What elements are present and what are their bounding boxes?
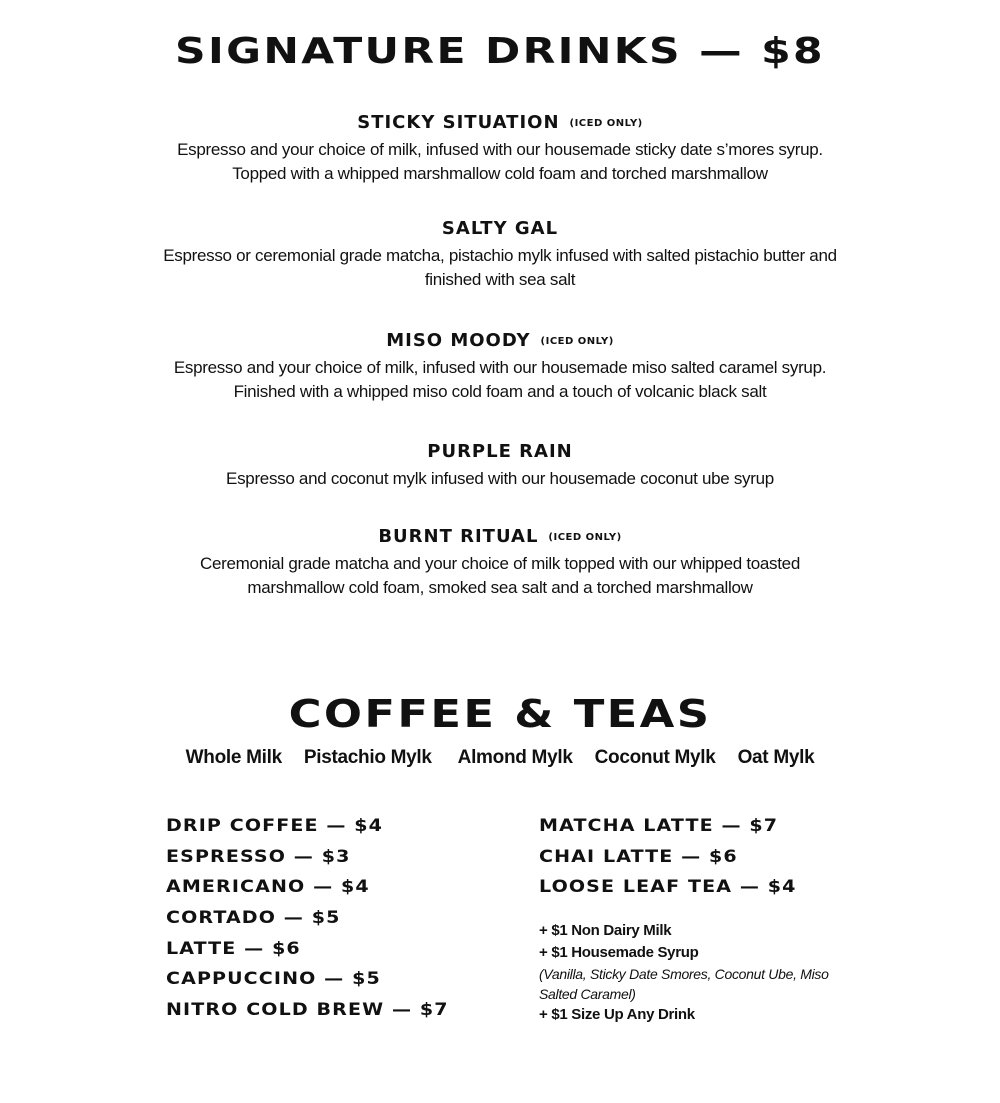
iced-only-note: (ICED ONLY) (548, 532, 622, 543)
menu-item-matcha-latte: MATCHA LATTE — $7 (539, 816, 779, 836)
drink-description-burnt-ritual: Ceremonial grade matcha and your choice of milk topped with our whipped toasted marshmallow cold foam, smoked sea salt and a torched marshmallow (200, 554, 800, 597)
drink-description-sticky-situation: Espresso and your choice of milk, infused with our housemade sticky date s’mores syrup. Topped with a whipped marshmallow cold foam and torched marshmallow (177, 140, 823, 183)
drink-description-miso-moody: Espresso and your choice of milk, infused with our housemade miso salted caramel syrup. Finished with a whipped miso cold foam and a touch of volcanic black salt (173, 358, 827, 401)
drink-description-purple-rain: Espresso and coconut mylk infused with our housemade coconut ube syrup (226, 469, 774, 488)
milk-options (0, 747, 1000, 769)
menu-item-cortado: CORTADO — $5 (166, 908, 341, 929)
menu-item-espresso: ESPRESSO — $3 (166, 846, 351, 867)
drink-name-salty-gal (0, 220, 1000, 238)
milk-option: Pistachio Mylk (303, 747, 432, 768)
milk-option: Whole Milk (185, 747, 282, 768)
milk-option: Oat Mylk (737, 747, 815, 768)
menu-item-loose-leaf-tea: LOOSE LEAF TEA — $4 (539, 877, 797, 898)
menu-item-chai-latte: CHAI LATTE — $6 (539, 846, 738, 867)
drink-title: MISO MOODY (386, 330, 531, 351)
drink-name-purple-rain (0, 443, 1000, 461)
menu-item-latte: LATTE — $6 (166, 938, 301, 959)
drink-title: SALTY GAL (441, 218, 559, 239)
signature-drinks-heading: SIGNATURE DRINKS — $8 (175, 31, 825, 72)
addon-non-dairy-milk: + $1 Non Dairy Milk (539, 922, 672, 939)
menu-item-nitro-cold-brew: NITRO COLD BREW — $7 (166, 1000, 449, 1021)
coffee-menu-right-column (539, 815, 797, 907)
drink-title: BURNT RITUAL (378, 526, 539, 547)
milk-option: Coconut Mylk (594, 747, 716, 768)
menu-item-cappuccino: CAPPUCCINO — $5 (166, 969, 381, 990)
drink-name-sticky-situation (0, 114, 1000, 132)
iced-only-note: (ICED ONLY) (569, 118, 643, 129)
addon-housemade-syrup: + $1 Housemade Syrup (539, 944, 699, 961)
syrup-flavor-options: (Vanilla, Sticky Date Smores, Coconut Ube, Miso Salted Caramel) (539, 966, 829, 1002)
iced-only-note: (ICED ONLY) (540, 336, 614, 347)
milk-option: Almond Mylk (457, 747, 573, 768)
drink-title: PURPLE RAIN (427, 441, 573, 462)
coffee-menu-left-column (166, 815, 449, 1030)
menu-item-americano: AMERICANO — $4 (166, 877, 370, 898)
drink-name-burnt-ritual (0, 528, 1000, 546)
drink-description-salty-gal: Espresso or ceremonial grade matcha, pistachio mylk infused with salted pistachio butter and finished with sea salt (163, 246, 837, 289)
coffee-teas-heading: COFFEE & TEAS (288, 692, 712, 736)
drink-title: STICKY SITUATION (357, 112, 560, 133)
add-ons (539, 920, 859, 1026)
menu-item-drip-coffee: DRIP COFFEE — $4 (166, 816, 384, 836)
drink-name-miso-moody (0, 332, 1000, 350)
addon-size-up: + $1 Size Up Any Drink (539, 1006, 695, 1023)
